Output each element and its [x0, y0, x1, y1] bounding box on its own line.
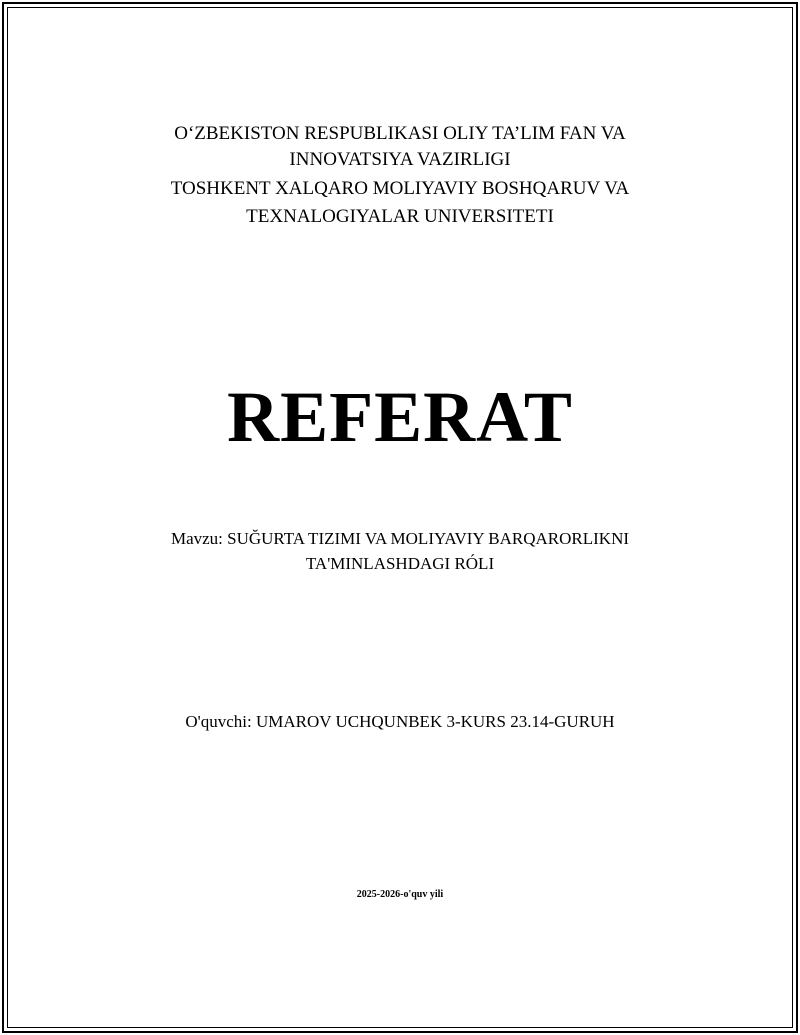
ministry-line-2: INNOVATSIYA VAZIRLIGI [289, 149, 511, 170]
topic-line-1: Mavzu: SUĞURTA TIZIMI VA MOLIYAVIY BARQARORLIKNI [170, 529, 630, 548]
university-line-2: TEXNALOGIYALAR UNIVERSITETI [246, 206, 554, 227]
topic-line-2: TA'MINLASHDAGI RÓLI [305, 554, 495, 573]
university-line-1: TOSHKENT XALQARO MOLIYAVIY BOSHQARUV VA [170, 178, 630, 199]
student-info: O'quvchi: UMAROV UCHQUNBEK 3-KURS 23.14-GURUH [185, 712, 615, 731]
academic-year: 2025-2026-o'quv yili [356, 889, 444, 900]
ministry-line-1: O‘ZBEKISTON RESPUBLIKASI OLIY TA’LIM FAN VA [174, 123, 626, 144]
document-title: REFERAT [227, 377, 573, 457]
